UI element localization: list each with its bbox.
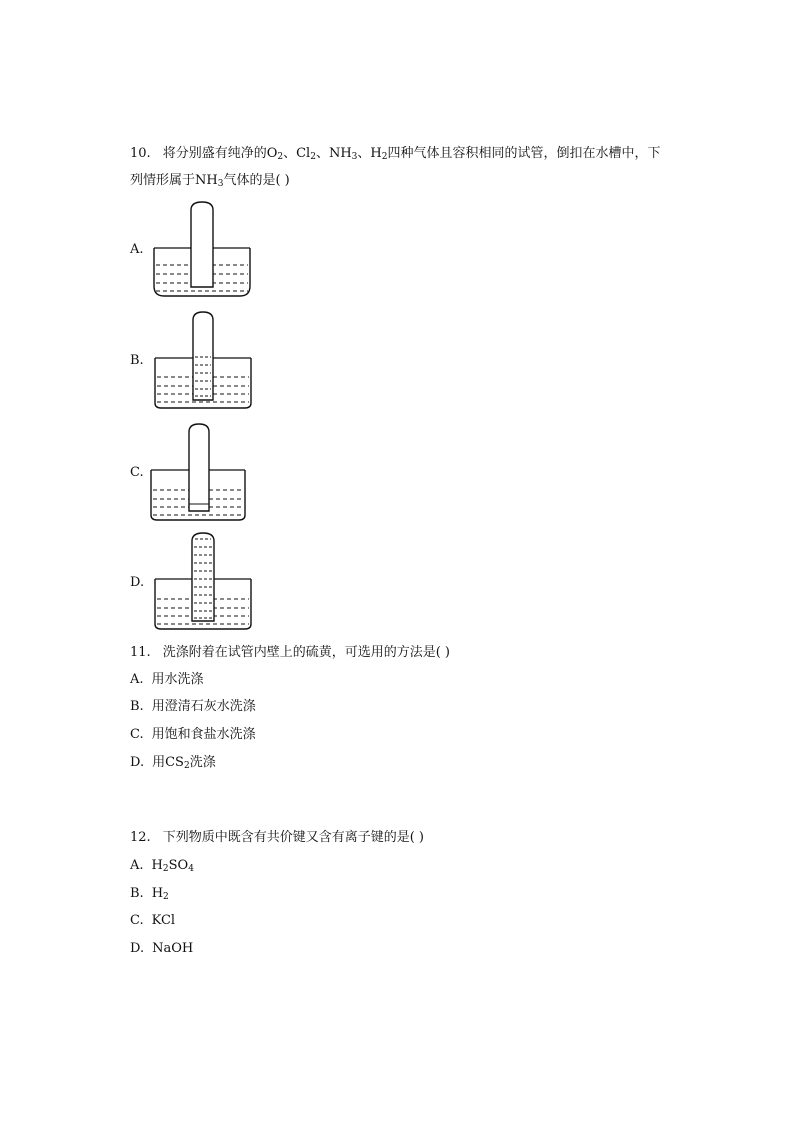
q12-option-d[interactable]: D. NaOH bbox=[130, 941, 194, 956]
q11-option-b[interactable]: B. 用澄清石灰水洗涤 bbox=[130, 699, 256, 714]
q12-number: 12. bbox=[130, 830, 151, 845]
q12-option-c[interactable]: C. KCl bbox=[130, 913, 176, 928]
q10-option-b-label[interactable]: B. bbox=[130, 353, 144, 368]
q12-option-b[interactable]: B. $H_2$ bbox=[130, 886, 169, 902]
q10-option-c-label[interactable]: C. bbox=[130, 465, 144, 480]
q10-option-d-figure[interactable] bbox=[151, 529, 255, 633]
q10-option-c-figure[interactable] bbox=[147, 420, 251, 524]
q11-option-d[interactable]: D. 用$CS_2$洗涤 bbox=[130, 755, 216, 771]
q10-option-b-figure[interactable] bbox=[151, 308, 255, 412]
q10-stem-line1: 10. 将分别盛有纯净的$O_2$、$Cl_2$、$NH_3$、$H_2$四种气体且容积相同的试管，倒扣在水槽中，下 bbox=[130, 146, 661, 162]
q10-number: 10. bbox=[130, 146, 151, 161]
q11-number: 11. bbox=[130, 645, 151, 660]
q12-option-a[interactable]: A. $H_2SO_4$ bbox=[130, 858, 194, 874]
q12-stem: 12. 下列物质中既含有共价键又含有离子键的是( ) bbox=[130, 830, 424, 845]
q10-option-a-label[interactable]: A. bbox=[130, 242, 144, 257]
q10-stem-line2: 列情形属于$NH_3$气体的是( ) bbox=[130, 173, 290, 189]
q11-stem: 11. 洗涤附着在试管内壁上的硫黄，可选用的方法是( ) bbox=[130, 645, 450, 660]
q11-option-c[interactable]: C. 用饱和食盐水洗涤 bbox=[130, 727, 256, 742]
q10-option-d-label[interactable]: D. bbox=[130, 575, 145, 590]
q10-option-a-figure[interactable] bbox=[150, 198, 254, 302]
q11-option-a[interactable]: A. 用水洗涤 bbox=[130, 672, 204, 687]
